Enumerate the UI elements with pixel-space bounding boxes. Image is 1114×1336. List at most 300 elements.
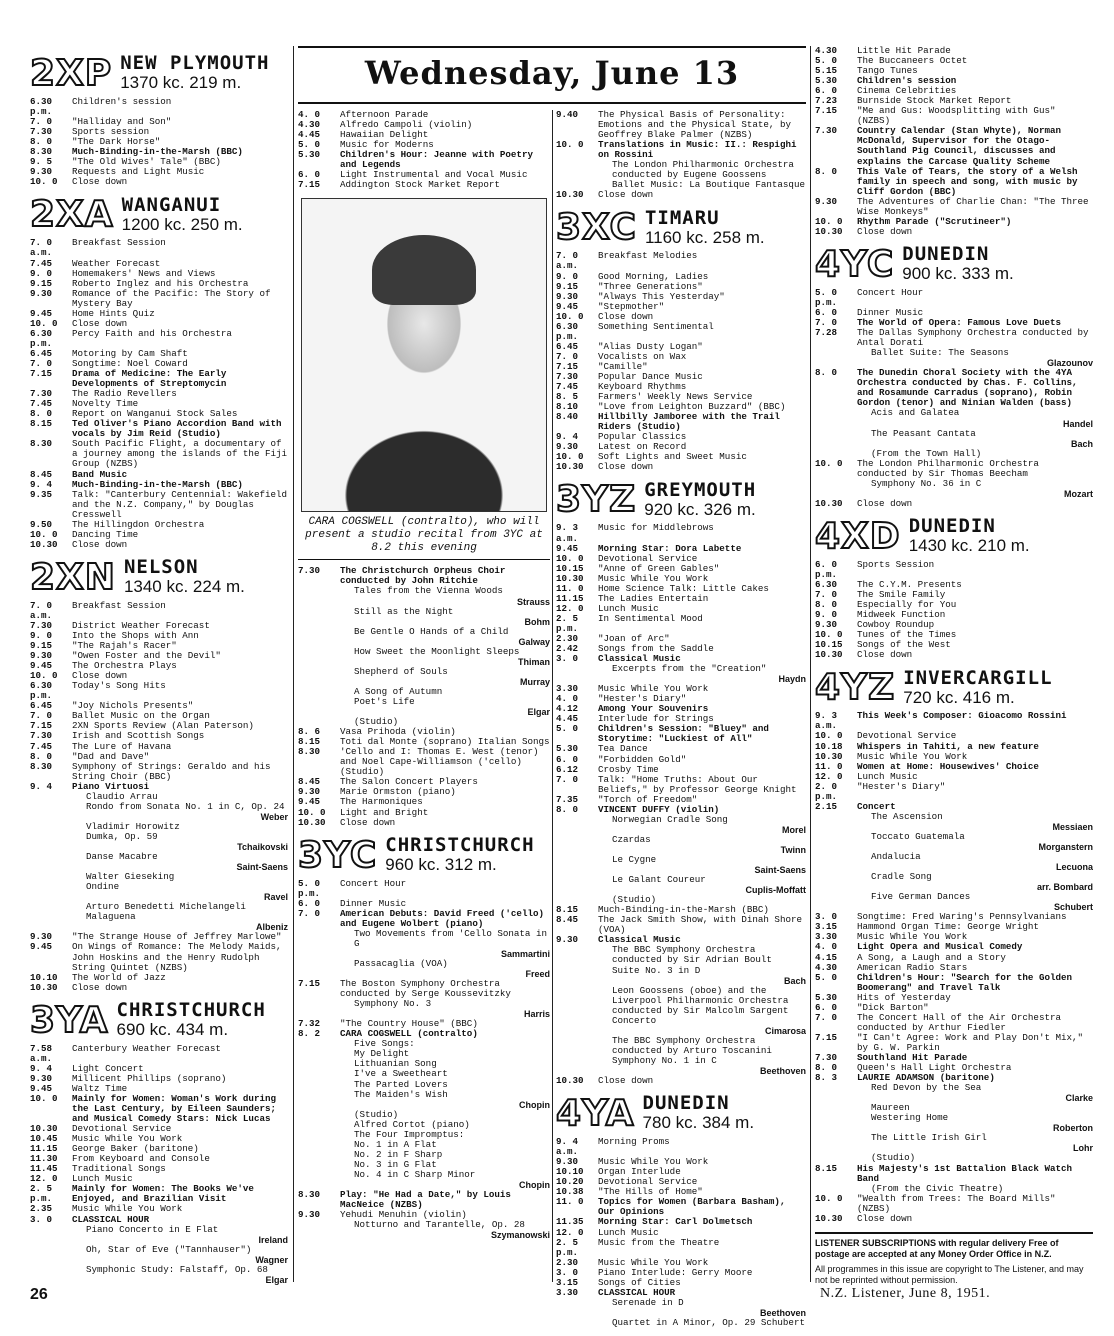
programme-time: [815, 1103, 857, 1113]
programme-time: 10. 0: [556, 139, 584, 151]
programme-row: [556, 1016, 806, 1026]
programme-row: [556, 302, 806, 312]
programme-row: [556, 594, 806, 604]
programme-title: Much-Binding-in-the-Marsh (BBC): [598, 904, 769, 916]
composer-name: Bohm: [524, 616, 550, 627]
programme-title: LAURIE ADAMSON (baritone): [857, 1072, 995, 1084]
programme-title: No. 4 in C Sharp Minor: [354, 1168, 476, 1180]
programme-title: Lunch Music: [72, 1173, 133, 1185]
programme-title: Popular Classics: [598, 431, 687, 443]
station-callsign: 3YZ: [556, 479, 637, 521]
programme-row: [815, 1033, 1093, 1053]
programme-row: [30, 983, 288, 993]
programme-time: 4.15: [815, 951, 838, 963]
programme-row: [556, 140, 806, 160]
programme-title: The Radio Revellers: [72, 388, 177, 400]
programme-time: 7. 0 a.m.: [556, 250, 579, 272]
programme-time: 7.28: [815, 327, 838, 339]
composer-name: Cuplis-Moffatt: [745, 885, 806, 896]
programme-time: 9.30: [30, 1072, 53, 1084]
programme-time: [556, 875, 598, 885]
programme-title: Cowboy Roundup: [857, 619, 935, 631]
station-header: [30, 54, 288, 92]
programme-title: How Sweet the Moonlight Sleeps: [354, 645, 520, 657]
programme-title: Good Morning, Ladies: [598, 270, 709, 282]
programme-title: Novelty Time: [72, 398, 139, 410]
station-callsign: 4YZ: [815, 667, 896, 709]
programme-row: [556, 644, 806, 654]
programme-time: 11. 0: [556, 582, 584, 594]
programme-title: Canterbury Weather Forecast: [72, 1042, 221, 1054]
programme-row: [815, 560, 1093, 580]
composer-name: Strauss: [516, 596, 550, 607]
programme-title: The World of Jazz: [72, 971, 166, 983]
station-frequency: 1370 kc. 219 m.: [120, 73, 242, 93]
programme-title: "Joy Nichols Presents": [72, 700, 194, 712]
programme-title: Concerto: [612, 1014, 657, 1026]
programme-title: "The Dark Horse": [72, 136, 161, 148]
programme-title: Popular Dance Music: [598, 370, 703, 382]
programme-title: "Hester's Diary": [598, 693, 687, 705]
programme-title: Acis and Galatea: [871, 407, 960, 419]
programme-title: Concert Hour: [857, 286, 924, 298]
programme-title: CARA COGSWELL (contralto): [340, 1028, 478, 1040]
programme-time: 8.30: [298, 1189, 321, 1201]
programme-time: 10.30: [815, 750, 843, 762]
programme-time: 2. 5 p.m.: [30, 1183, 53, 1205]
programme-time: 11. 0: [815, 760, 843, 772]
programme-title: Rhythm Parade ("Scrutineer"): [857, 215, 1012, 227]
programme-time: 8.15: [30, 418, 53, 430]
programme-title: Breakfast Session: [72, 599, 166, 611]
programme-row: [556, 614, 806, 634]
programme-title: CLASSICAL HOUR: [598, 1286, 676, 1298]
programme-title: Women at Home: Housewives' Choice: [857, 760, 1039, 772]
composer-name: Chopin: [519, 1180, 550, 1190]
programme-time: 8.30: [298, 746, 321, 758]
programme-time: [30, 1265, 72, 1275]
programme-row: [556, 815, 806, 825]
programme-row: [815, 650, 1093, 660]
programme-title: Hawaiian Delight: [340, 129, 429, 141]
programme-title: "Three Generations": [598, 280, 703, 292]
programme-row: [30, 117, 288, 127]
programme-time: [815, 1113, 857, 1123]
programme-time: 9.45: [30, 1082, 53, 1094]
programme-row: [815, 942, 1093, 952]
programme-time: 7.30: [30, 126, 53, 138]
programme-row: [298, 1220, 550, 1230]
programme-title: (Studio): [871, 1152, 916, 1164]
programme-time: 9. 3 a.m.: [556, 522, 579, 544]
programme-row: [298, 566, 550, 586]
programme-time: 5. 0 p.m.: [298, 877, 321, 899]
programme-time: [30, 912, 72, 922]
programme-time: 8. 6: [298, 726, 321, 738]
composer-name: Weber: [260, 811, 288, 822]
programme-time: [298, 627, 340, 637]
programme-title: Piano Interlude: Gerry Moore: [598, 1266, 753, 1278]
programme-title: "The Hills of Home": [598, 1186, 703, 1198]
programme-title: Cradle Song: [871, 871, 932, 883]
station-callsign: 3XC: [556, 207, 637, 249]
programme-row: [298, 879, 550, 899]
programme-title: Close down: [598, 310, 654, 322]
programme-title: Malaguena: [86, 911, 136, 923]
programme-row: [298, 818, 550, 828]
station-details: [120, 54, 269, 92]
programme-time: [30, 902, 72, 912]
programme-time: 10.30: [30, 1123, 58, 1135]
composer-name: Twinn: [780, 844, 806, 855]
programme-title: Especially for You: [857, 599, 957, 611]
programme-title: "Hester's Diary": [857, 780, 946, 792]
programme-time: 7.15: [30, 368, 53, 380]
programme-time: 11.30: [30, 1153, 58, 1165]
programme-time: [298, 1069, 340, 1079]
programme-time: [556, 966, 598, 976]
programme-time: 10.30: [556, 461, 584, 473]
programme-row: [556, 986, 806, 1016]
programme-title: "Wealth from Trees: The Board Mills" (NZBS): [857, 1192, 1056, 1214]
programme-row: [30, 1164, 288, 1174]
programme-row: [298, 979, 550, 999]
programme-time: 10.20: [556, 1176, 584, 1188]
programme-row: [556, 251, 806, 271]
programme-time: [298, 959, 340, 969]
programme-row: [298, 1039, 550, 1049]
programme-time: [298, 929, 340, 949]
programme-time: [556, 835, 598, 845]
programme-time: [298, 647, 340, 657]
programme-title: Breakfast Session: [72, 237, 166, 249]
programme-time: 8. 0: [30, 750, 53, 762]
programme-time: [815, 832, 857, 842]
programme-title: The Little Irish Girl: [871, 1132, 987, 1144]
programme-row: [30, 167, 288, 177]
programme-row: [298, 1190, 550, 1210]
programme-time: 3.30: [815, 931, 838, 943]
station-city: DUNEDIN: [902, 243, 990, 266]
station-frequency: 780 kc. 384 m.: [642, 1113, 755, 1133]
programme-title: Music for Moderns: [340, 139, 434, 151]
station-city: GREYMOUTH: [644, 478, 757, 501]
programme-time: 12. 0: [815, 770, 843, 782]
composer-name: Roberton: [1053, 1123, 1093, 1134]
programme-time: [815, 479, 857, 489]
programme-row: [30, 802, 288, 812]
programme-time: 7.58 a.m.: [30, 1042, 53, 1064]
programme-time: 8. 0: [815, 599, 838, 611]
programme-title: Czardas: [612, 833, 651, 845]
programme-title: Children's Hour: Jeanne with Poetry and Legends: [340, 149, 533, 171]
programme-time: 9.30: [298, 1209, 321, 1221]
programme-time: 9.30: [556, 441, 579, 453]
programme-time: 2.30: [556, 1256, 579, 1268]
programme-row: [30, 419, 288, 439]
programme-row: [815, 1194, 1093, 1214]
programme-title: Dumka, Op. 59: [86, 830, 158, 842]
programme-row: [30, 1265, 288, 1275]
programme-title: Organ Interlude: [598, 1166, 681, 1178]
programme-time: 10. 0: [30, 670, 58, 682]
programme-row: [556, 1197, 806, 1217]
programme-title: Farmers' Weekly News Service: [598, 391, 753, 403]
programme-time: 7.45: [30, 740, 53, 752]
programme-row: [30, 309, 288, 319]
programme-time: 7.35: [556, 793, 579, 805]
programme-title: Burnside Stock Market Report: [857, 95, 1012, 107]
programme-time: 5.30: [815, 991, 838, 1003]
programme-title: Mainly for Women: Woman's Work during the Last Century, by Eileen Saunders; and Musical Comedy Stars: Nick Lucas: [72, 1092, 276, 1125]
programme-title: "Halliday and Son": [72, 116, 172, 128]
programme-time: 10.38: [556, 1186, 584, 1198]
programme-title: George Baker (baritone): [72, 1143, 199, 1155]
programme-time: [298, 1220, 340, 1230]
programme-time: 10.30: [815, 225, 843, 237]
programme-time: [556, 160, 598, 180]
programme-time: 11.15: [30, 1143, 58, 1155]
programme-time: [815, 1153, 857, 1163]
programme-title: The Buccaneers Octet: [857, 55, 968, 67]
programme-title: Hammond Organ Time: George Wright: [857, 921, 1039, 933]
programme-time: 10.15: [556, 562, 584, 574]
programme-title: Le Galant Coureur: [612, 874, 706, 886]
programme-title: Close down: [857, 1212, 913, 1224]
programme-time: 6. 0 p.m.: [815, 558, 838, 580]
programme-time: 9.15: [556, 280, 579, 292]
programme-time: 7. 0: [556, 773, 579, 785]
composer-name: Beethoven: [759, 1065, 806, 1076]
programme-title: Report on Wanganui Stock Sales: [72, 408, 238, 420]
programme-time: 6. 0: [298, 897, 321, 909]
programme-title: Music While You Work: [598, 1156, 709, 1168]
programme-row: [30, 661, 288, 671]
programme-time: 8.40: [556, 411, 579, 423]
programme-time: 8. 0: [815, 1062, 838, 1074]
programme-title: Still as the Night: [354, 605, 454, 617]
programme-time: 10. 0: [815, 215, 843, 227]
programme-time: [298, 999, 340, 1009]
programme-title: The Parted Lovers: [354, 1078, 448, 1090]
station-details: [121, 193, 243, 234]
programme-title: Children's session: [72, 96, 172, 107]
programme-title: Vocalists on Wax: [598, 350, 687, 362]
programme-time: 6.12: [556, 763, 579, 775]
programme-time: 8.30: [30, 760, 53, 772]
programme-row: [298, 150, 550, 170]
programme-title: Songtime: Fred Waring's Pennsylvanians: [857, 911, 1067, 923]
programme-title: Light Opera and Musical Comedy: [857, 941, 1023, 953]
programme-time: 4.45: [556, 713, 579, 725]
programme-row: [30, 872, 288, 882]
programme-time: 2.35: [30, 1203, 53, 1215]
programme-row: [298, 647, 550, 657]
programme-time: [298, 586, 340, 596]
programme-title: Midweek Function: [857, 609, 946, 621]
programme-time: 9.30: [556, 934, 579, 946]
programme-time: 10.10: [556, 1166, 584, 1178]
programme-title: The Physical Basis of Personality: Emotions and the Physical State, by Geoffrey Blake Palmer (NZBS): [598, 110, 791, 141]
station-details: [644, 478, 757, 519]
programme-title: Classical Music: [598, 934, 681, 946]
programme-time: 7. 0: [30, 357, 53, 369]
programme-time: [30, 1225, 72, 1235]
programme-title: Symphony No. 3: [354, 998, 432, 1010]
programme-time: 9.45: [556, 300, 579, 312]
station-city: CHRISTCHURCH: [116, 998, 266, 1021]
programme-time: 6. 0: [815, 306, 838, 318]
programme-time: 9. 0: [815, 609, 838, 621]
programme-row: [30, 601, 288, 621]
programme-title: The Dallas Symphony Orchestra conducted by Antal Dorati: [857, 327, 1089, 349]
programme-time: 9.45: [30, 941, 53, 953]
programme-title: (Studio): [354, 1108, 399, 1120]
programme-title: Leon Goossens (oboe) and the Liverpool Philharmonic Orchestra conducted by Sir Malcolm Sargent: [612, 984, 789, 1016]
station-city: NEW PLYMOUTH: [120, 52, 270, 75]
programme-time: 10. 0: [815, 629, 843, 641]
programme-title: Home Hints Quiz: [72, 307, 155, 319]
programme-time: 4. 0: [298, 110, 321, 120]
programme-row: [556, 1157, 806, 1167]
station-callsign: 3YC: [298, 834, 378, 876]
programme-row: [298, 687, 550, 697]
programme-title: The World of Opera: Famous Love Duets: [857, 317, 1061, 329]
programme-row: [30, 973, 288, 983]
programme-row: [556, 523, 806, 543]
programme-row: [556, 1056, 806, 1066]
composer-name: Saint-Saens: [236, 862, 288, 873]
programme-time: [815, 892, 857, 902]
programme-time: 6.30 p.m.: [30, 327, 53, 349]
programme-title: Motoring by Cam Shaft: [72, 347, 188, 359]
programme-time: 8. 0: [30, 136, 53, 148]
programme-time: 9.45: [30, 307, 53, 319]
programme-title: Marie Ormston (piano): [340, 786, 456, 798]
programme-row: [556, 1268, 806, 1278]
programme-title: District Weather Forecast: [72, 619, 210, 631]
programme-row: [30, 369, 288, 389]
programme-time: 6.45: [30, 347, 53, 359]
programme-time: 7. 0: [30, 116, 53, 128]
programme-row: [556, 966, 806, 976]
page-title: Wednesday, June 13: [364, 54, 740, 92]
programme-time: 9.45: [30, 660, 53, 672]
programme-time: [556, 1298, 598, 1308]
station-callsign: 4YC: [815, 243, 895, 285]
programme-title: From Keyboard and Console: [72, 1153, 210, 1165]
programme-title: Close down: [857, 225, 913, 237]
programme-row: [30, 782, 288, 792]
programme-time: 10.30: [556, 572, 584, 584]
programme-title: Interlude for Strings: [598, 713, 714, 725]
programme-title: The Christchurch Orpheus Choir conducted by John Ritchie: [340, 565, 506, 587]
programme-row: [815, 348, 1093, 358]
programme-time: 8.30: [30, 438, 53, 450]
programme-time: 9. 0: [556, 270, 579, 282]
programme-row: [815, 167, 1093, 197]
composer-name: Elgar: [527, 707, 550, 718]
programme-row: [556, 664, 806, 674]
composer-name: Harris: [523, 1009, 550, 1020]
programme-time: 4.12: [556, 703, 579, 715]
programme-title: No. 1 in A Flat: [354, 1138, 437, 1150]
programme-row: [30, 822, 288, 832]
programme-title: Devotional Service: [857, 730, 957, 742]
programme-time: 7.45: [556, 381, 579, 393]
programme-row: [556, 322, 806, 342]
programme-title: Concert: [857, 800, 896, 812]
programme-row: [30, 882, 288, 892]
programme-title: The Orchestra Plays: [72, 660, 177, 672]
programme-title: Into the Shops with Ann: [72, 630, 199, 642]
portrait-hair: [372, 235, 476, 305]
programme-time: 7. 0: [815, 589, 838, 601]
station-header: [815, 517, 1093, 555]
programme-time: 8. 5: [556, 391, 579, 403]
programme-time: 9.30: [815, 619, 838, 631]
programme-row: [30, 490, 288, 520]
programme-title: A Song of Autumn: [354, 685, 443, 697]
programme-title: The Four Impromptus:: [354, 1128, 465, 1140]
programme-time: [815, 408, 857, 418]
programme-title: "Always This Yesterday": [598, 290, 725, 302]
composer-name: Galway: [518, 636, 550, 647]
programme-title: Symphony No. 1 in C: [612, 1054, 717, 1066]
composer-name: Sammartini: [500, 948, 550, 959]
programme-row: [30, 762, 288, 782]
programme-title: "Dad and Dave": [72, 750, 150, 762]
programme-time: [298, 697, 340, 707]
programme-time: 5. 0: [298, 139, 321, 151]
programme-time: 9. 4: [30, 1062, 53, 1074]
column-rule: [552, 110, 553, 1282]
station-callsign: 2XA: [30, 194, 114, 236]
programme-title: Addington Stock Market Report: [340, 179, 500, 191]
programme-time: 5.15: [815, 65, 838, 77]
programme-title: "Me and Gus: Woodsplitting with Gus" (NZBS): [857, 105, 1056, 127]
programme-title: "Camille": [598, 360, 648, 372]
programme-time: 10.30: [298, 816, 326, 828]
programme-title: Vladimir Horowitz: [86, 820, 180, 832]
programme-title: Ballet Music: La Boutique Fantasque: [612, 179, 805, 191]
programme-row: [815, 832, 1093, 842]
programme-time: [556, 945, 598, 965]
programme-time: [556, 1056, 598, 1066]
programme-title: Passacaglia (VOA): [354, 957, 448, 969]
programme-title: (From the Civic Theatre): [871, 1182, 1004, 1194]
programme-row: [556, 1318, 806, 1328]
station-city: DUNEDIN: [908, 515, 996, 538]
programme-title: (Studio): [354, 716, 399, 728]
programme-title: Little Hit Parade: [857, 46, 951, 56]
programme-title: Maureen: [871, 1102, 910, 1114]
station-frequency: 900 kc. 333 m.: [902, 264, 1014, 284]
programme-title: Quartet in A Minor, Op. 29 Schubert: [612, 1316, 805, 1328]
programme-time: 7.15: [30, 720, 53, 732]
programme-title: Cinema Celebrities: [857, 85, 957, 97]
programme-title: VINCENT DUFFY (violin): [598, 803, 720, 815]
programme-time: [815, 1083, 857, 1093]
programme-row: [30, 520, 288, 530]
programme-row: [556, 724, 806, 744]
programme-time: 9. 0: [30, 267, 53, 279]
programme-title: Percy Faith and his Orchestra: [72, 327, 232, 339]
programme-title: Music from the Theatre: [598, 1236, 720, 1248]
programme-time: 8.15: [556, 904, 579, 916]
programme-time: [556, 1036, 598, 1056]
programme-row: [815, 1164, 1093, 1184]
